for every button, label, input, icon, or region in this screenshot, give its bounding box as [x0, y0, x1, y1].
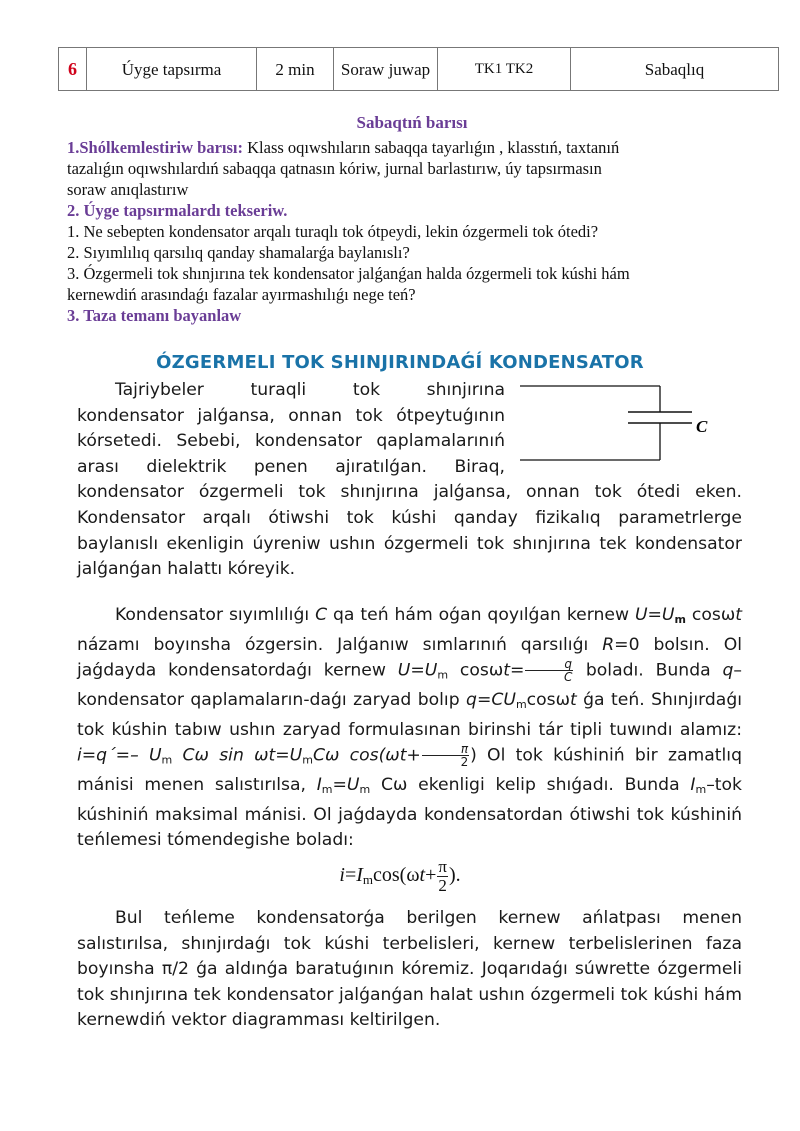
text: názamı boyınsha ózgersin. Jalǵanıw sımlarınıń qarsılıǵı — [77, 634, 603, 655]
p1-line-4: arası dielektrik penen ajıratılǵan. Biraq, — [77, 456, 505, 477]
symbol-i: i — [339, 864, 345, 887]
symbol-qCU: q=CU — [466, 690, 516, 710]
capacitor-label: C — [696, 417, 708, 436]
denominator: C — [564, 670, 573, 684]
symbol-t: t — [419, 864, 426, 887]
text: –tok kúshiniń maksimal mánisi. Ol jaǵdayda kondensatordan ótiwshi tok kúshiniń teńlemesi tómendegishe boladı: — [77, 775, 742, 850]
numerator: π — [438, 857, 447, 876]
equals: = — [344, 864, 357, 887]
symbol-U: U=U — [397, 660, 438, 681]
symbol-i: i=q´=– U — [77, 745, 162, 766]
p1-line-2: kondensator jalǵansa, onnan tok ótpeytuǵının — [77, 405, 505, 426]
symbol-I: I — [356, 864, 363, 887]
step-1-text: Klass oqıwshıların sabaqqa tayarlıǵın , klasstıń, taxtanıń — [243, 138, 620, 157]
lesson-plan-row — [58, 47, 779, 91]
lesson-steps — [67, 113, 757, 326]
symbol-t: t — [503, 660, 510, 681]
paragraph-2 — [77, 603, 742, 854]
numerator: q — [564, 657, 573, 671]
competence-cell: TK1 TK2 — [438, 48, 571, 91]
method-cell: Soraw juwap — [334, 48, 438, 91]
text: cosω — [448, 660, 504, 681]
subscript: m — [515, 698, 527, 711]
symbol-tU: t=U — [268, 745, 303, 766]
symbol-U: U=U — [634, 605, 675, 625]
text: Cω cos(ω — [312, 745, 400, 766]
resource-cell: Sabaqlıq — [571, 48, 779, 91]
numerator: π — [460, 742, 469, 756]
row-number: 6 — [59, 48, 87, 91]
step-3-label: 3. Taza temanı bayanlaw — [67, 306, 242, 325]
subscript: m — [321, 783, 333, 796]
section-title: ÓZGERMELI TOK SHINJIRINDAǴÍ KONDENSATOR — [156, 352, 644, 373]
paragraph-1 — [77, 378, 742, 583]
text: ). — [448, 864, 461, 887]
fraction-q-over-C — [525, 658, 573, 683]
step-2-label: 2. Úyge tapsırmalardı tekseriw. — [67, 201, 288, 220]
step-1-line-2: tazalıǵın oqıwshılardıń sabaqqa qatnasın kóriw, jurnal barlastırıw, úy tapsırmasın — [67, 159, 602, 178]
symbol-t: t — [569, 690, 577, 710]
symbol-I: I — [690, 775, 696, 795]
paragraph-3: Bul teńleme kondensatorǵa berilgen kernew ańlatpası menen salıstırılsa, shınjırdaǵı tok kúshi terbelisleri, kernew terbelislerinen faza boyınsha π/2 ǵa aldınǵa baratuǵının kóremiz. Joqarıdaǵı súwrette ózgermeli tok shınjırına tek kondensator jalǵanǵan halat ushın ózgermeli tok kúshi hám kernewdiń vektor diagramması keltirilgen. — [77, 908, 742, 1031]
symbol-t: t — [735, 605, 742, 625]
text: –kondensator qaplamaların-daǵı zaryad bolıp — [77, 660, 742, 710]
denominator: 2 — [438, 876, 447, 895]
symbol-U: =U — [332, 775, 360, 795]
p1-line-1: Tajriybeler turaqli tok shınjırına — [115, 380, 505, 400]
activity-cell: Úyge tapsırma — [87, 48, 257, 91]
subscript: m — [359, 783, 371, 796]
symbol-R: R — [602, 634, 615, 655]
symbol-t-plus: t+ — [399, 745, 421, 766]
text: cosω — [526, 690, 570, 710]
subscript: m — [674, 613, 686, 626]
lesson-progress-title: Sabaqtıń barısı — [356, 113, 468, 132]
text: Kondensator sıyımlılıǵı — [115, 605, 316, 625]
fraction-pi-over-2 — [437, 858, 448, 895]
time-cell: 2 min — [257, 48, 334, 91]
symbol-q: q — [722, 660, 734, 681]
text: + — [425, 864, 437, 887]
text: qa teń hám oǵan qoyılǵan kernew — [327, 605, 635, 625]
subscript: m — [437, 668, 449, 682]
step-1-line-3: soraw anıqlastırıw — [67, 180, 189, 199]
symbol-I: I — [316, 775, 322, 795]
question-1: 1. Ne sebepten kondensator arqalı turaqlı tok ótpeydi, lekin ózgermeli tok ótedi? — [67, 222, 599, 241]
fraction-pi-over-2 — [422, 743, 469, 768]
step-1-label: 1.Shólkemlestiriw barısı: — [67, 138, 243, 157]
question-2: 2. Sıyımlılıq qarsılıq qanday shamalarǵa baylanıslı? — [67, 243, 410, 262]
subscript: m — [302, 753, 313, 767]
text: ǵa teń. Shınjırdaǵı tok kúshin tabıw ushın zaryad formulasınan birinshi tár tipli tuwındı alamız: — [77, 690, 743, 740]
subscript: m — [161, 753, 173, 767]
step-1 — [67, 137, 757, 158]
text: = — [510, 660, 525, 681]
question-3-line-2: kernewdiń arasındaǵı fazalar ayırmashılıǵı nege teń? — [67, 285, 416, 304]
text: Cω sin ω — [172, 745, 269, 766]
symbol-C: C — [315, 605, 328, 625]
text: =0 bolsın. Ol jaǵdayda kondensatordaǵı kernew — [77, 634, 742, 681]
subscript: m — [362, 872, 374, 888]
text: boladı. Bunda — [574, 660, 723, 681]
p1-rest: kondensator ózgermeli tok shınjırına jalǵansa, onnan tok ótedi eken. Kondensator arqalı ótiwshi tok kúshi qanday fizikalıq parametrlerge baylanıslı ekenligin úyreniw ushın ózgermeli tok shınjırına tek kondensator jalǵanǵan halattı kóreyik. — [77, 482, 742, 580]
denominator: 2 — [460, 755, 469, 769]
text: cos(ω — [373, 864, 420, 887]
text: ) Ol tok kúshiniń bir zamatlıq mánisi menen salıstırılsa, — [77, 745, 742, 795]
current-equation — [0, 858, 800, 895]
question-3-line-1: 3. Ózgermeli tok shınjırına tek kondensator jalǵanǵan halda ózgermeli tok kúshi hám — [67, 264, 630, 283]
text: Cω ekenligi kelip shıǵadı. Bunda — [370, 775, 691, 795]
text: cosω — [685, 605, 736, 625]
p1-line-3: kórsetedi. Sebebi, kondensator qaplamalarınıń — [77, 431, 505, 452]
subscript: m — [695, 783, 707, 796]
